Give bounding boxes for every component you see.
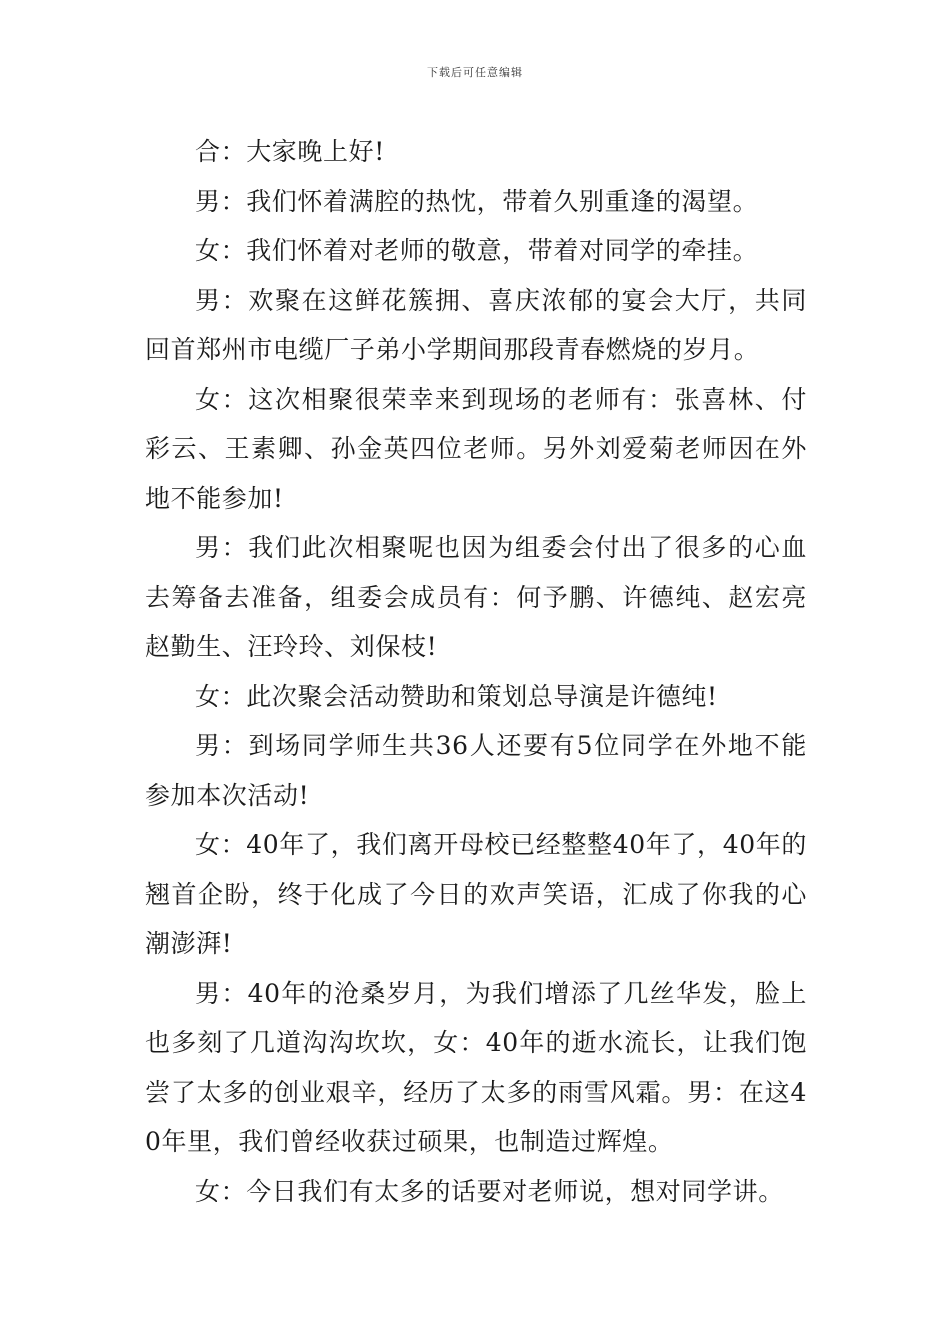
paragraph-male-4: 男：到场同学师生共36人还要有5位同学在外地不能参加本次活动! [145, 731, 807, 810]
document-body [145, 127, 807, 1216]
paragraph-male-5: 男：40年的沧桑岁月，为我们增添了几丝华发，脸上也多刻了几道沟沟坎坎，女：40年的逝水流长，让我们饱尝了太多的创业艰辛，经历了太多的雨雪风霜。男：在这40年里，我们曾经收获过硕果，也制造过辉煌。 [145, 978, 807, 1156]
paragraph-greeting: 合：大家晚上好! [195, 137, 385, 166]
paragraph-male-2: 男：欢聚在这鲜花簇拥、喜庆浓郁的宴会大厅，共同回首郑州市电缆厂子弟小学期间那段青春燃烧的岁月。 [145, 285, 807, 364]
paragraph-female-3: 女：此次聚会活动赞助和策划总导演是许德纯! [195, 681, 718, 711]
paragraph-female-4: 女：40年了，我们离开母校已经整整40年了，40年的翘首企盼，终于化成了今日的欢声笑语，汇成了你我的心潮澎湃! [145, 830, 807, 958]
paragraph-female-5: 女：今日我们有太多的话要对老师说，想对同学讲。 [195, 1176, 784, 1206]
paragraph-female-1: 女：我们怀着对老师的敬意，带着对同学的牵挂。 [195, 236, 759, 265]
paragraph-male-3: 男：我们此次相聚呢也因为组委会付出了很多的心血去筹备去准备，组委会成员有：何予鹏、许德纯、赵宏亮赵勤生、汪玲玲、刘保枝! [145, 533, 807, 661]
page-header-note: 下载后可任意编辑 [427, 66, 523, 79]
paragraph-male-1: 男：我们怀着满腔的热忱，带着久别重逢的渴望。 [195, 186, 759, 216]
paragraph-female-2: 女：这次相聚很荣幸来到现场的老师有：张喜林、付彩云、王素卿、孙金英四位老师。另外刘爱菊老师因在外地不能参加! [145, 384, 807, 513]
